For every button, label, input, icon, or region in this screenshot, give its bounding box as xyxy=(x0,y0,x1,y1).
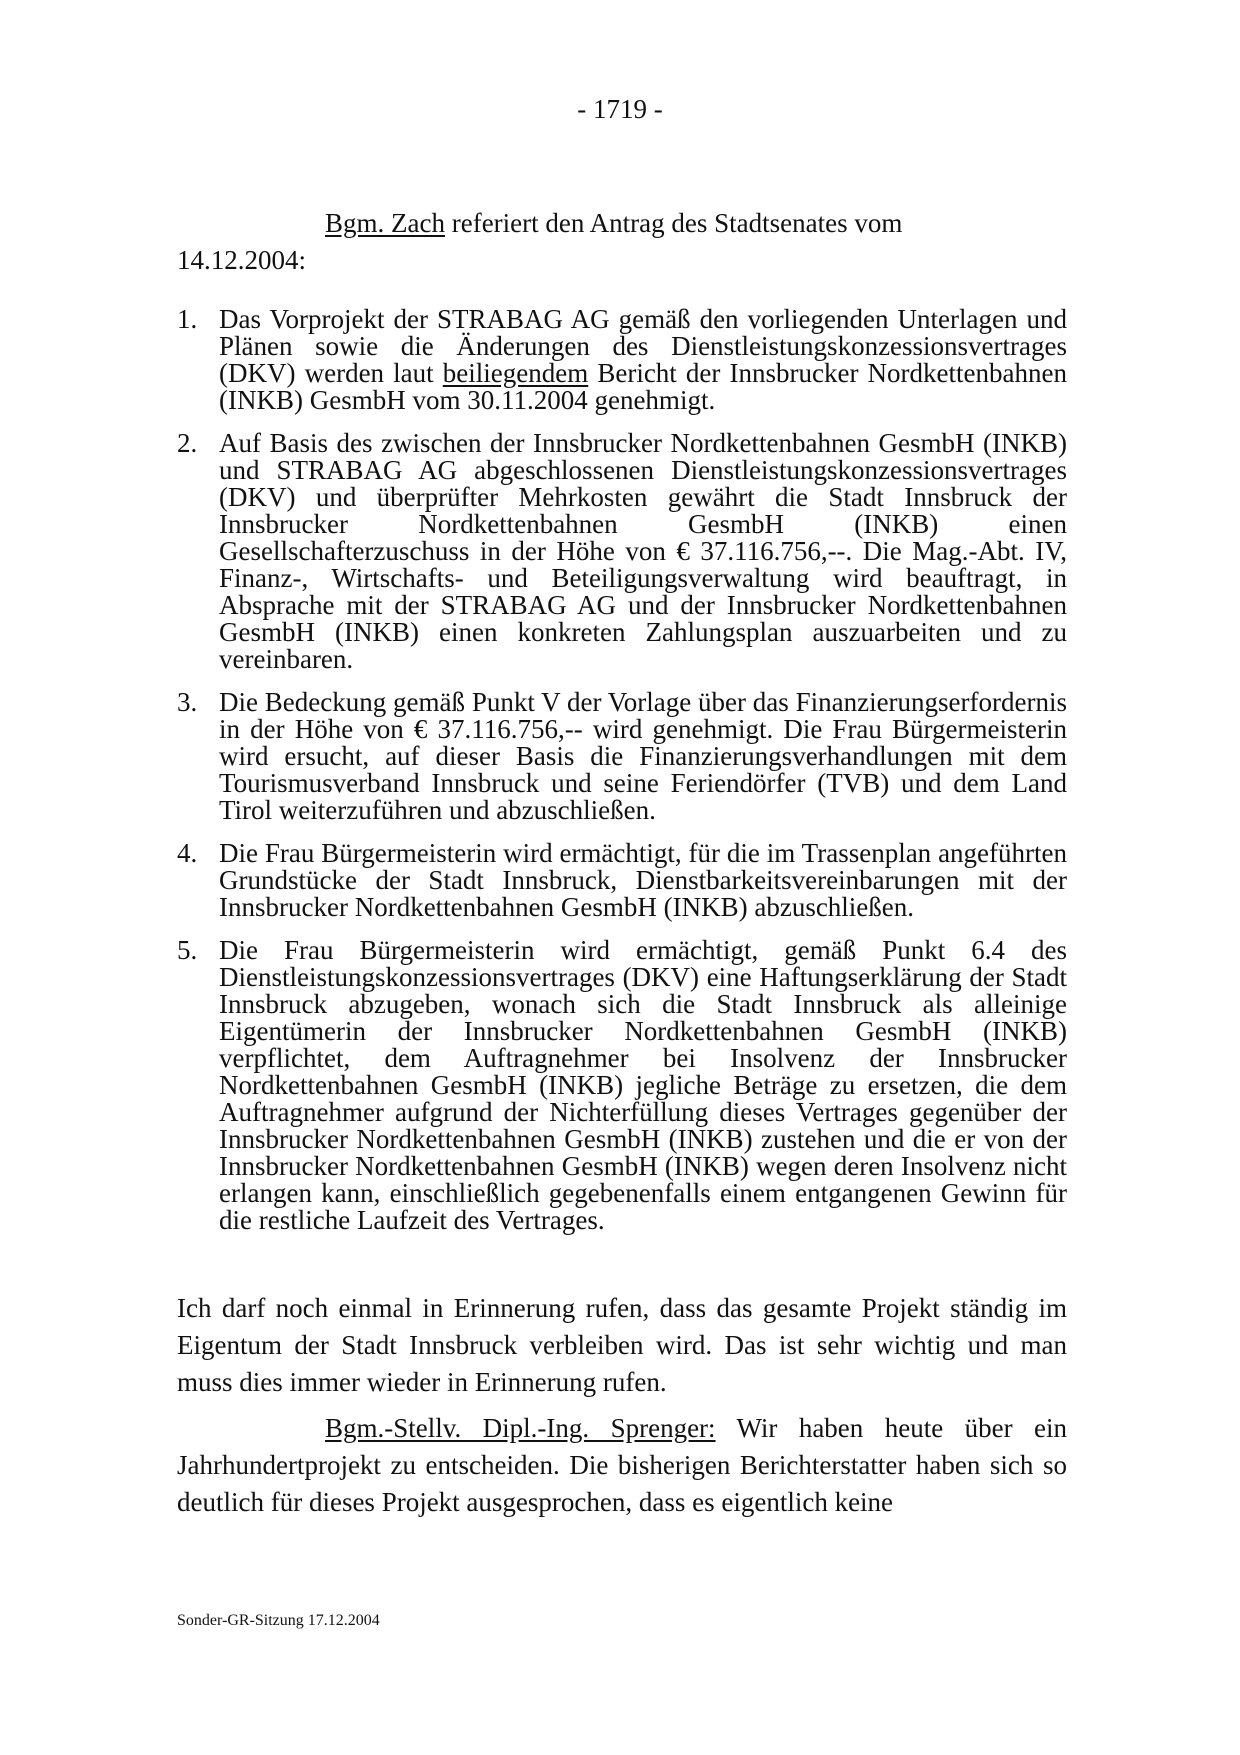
list-item-number: 4. xyxy=(177,838,198,868)
list-item xyxy=(177,937,1067,1234)
list-item-number: 1. xyxy=(177,304,198,334)
intro-text: referiert den Antrag des Stadtsenates vom xyxy=(444,208,903,238)
intro-paragraph xyxy=(177,205,1067,279)
list-item-number: 3. xyxy=(177,687,198,717)
list-item xyxy=(177,306,1067,414)
list-item-number: 5. xyxy=(177,935,198,965)
closing-paragraph: Ich darf noch einmal in Erinnerung rufen, dass das gesamte Projekt ständig im Eigentum der Stadt Innsbruck verbleiben wird. Das ist sehr wichtig und man muss dies immer wieder in Erinnerung rufen. xyxy=(177,1293,1067,1397)
list-item-text: Auf Basis des zwischen der Innsbrucker Nordkettenbahnen GesmbH (INKB) und STRABAG AG abgeschlossenen Dienstleistungskonzessionsvertrages (DKV) und überprüfter Mehrkosten gewährt die Stadt Innsbruck der Innsbrucker Nordkettenbahnen GesmbH (INKB) einen Gesellschafterzuschuss in der Höhe von € 37.116.756,--. Die Mag.-Abt. IV, Finanz-, Wirtschafts- und Beteiligungsverwaltung wird beauftragt, in Absprache mit der STRABAG AG und der Innsbrucker Nordkettenbahnen GesmbH (INKB) einen konkreten Zahlungsplan auszuarbeiten und zu vereinbaren. xyxy=(219,428,1067,674)
list-item-underlined: beiliegendem xyxy=(442,358,589,388)
list-item xyxy=(177,689,1067,824)
list-item-text: Die Bedeckung gemäß Punkt V der Vorlage über das Finanzierungserfordernis in der Höhe von € 37.116.756,-- wird genehmigt. Die Frau Bürgermeisterin wird ersucht, auf dieser Basis die Finanzierungsverhandlungen mit dem Tourismusverband Innsbruck und seine Feriendörfer (TVB) und dem Land Tirol weiterzuführen und abzuschließen. xyxy=(219,687,1067,825)
list-item-text: Bericht der Innsbrucker Nordkettenbahnen (INKB) GesmbH vom 30.11.2004 genehmigt. xyxy=(219,358,1067,415)
speech-text: Wir haben heute über ein Jahrhundertprojekt zu entscheiden. Die bisherigen Berichterstatter haben sich so deutlich für dieses Projekt ausgesprochen, dass es eigentlich keine xyxy=(177,1413,1067,1517)
list-item-number: 2. xyxy=(177,428,198,458)
speech-indent xyxy=(177,1413,716,1443)
motion-list xyxy=(177,306,1067,1250)
list-item-text: Das Vorprojekt der STRABAG AG gemäß den vorliegenden Unterlagen und Plänen sowie die Änderungen des Dienstleistungskonzessionsvertrages (DKV) werden laut xyxy=(219,304,1067,388)
list-item xyxy=(177,430,1067,673)
footer: Sonder-GR-Sitzung 17.12.2004 xyxy=(177,1612,380,1629)
speech-paragraph xyxy=(177,1410,1067,1521)
intro-speaker: Bgm. Zach xyxy=(325,208,445,238)
list-item-text: Die Frau Bürgermeisterin wird ermächtigt, für die im Trassenplan angeführten Grundstücke der Stadt Innsbruck, Dienstbarkeitsvereinbarungen mit der Innsbrucker Nordkettenbahnen GesmbH (INKB) abzuschließen. xyxy=(219,838,1067,922)
speech-speaker: Bgm.-Stellv. Dipl.-Ing. Sprenger: xyxy=(325,1413,716,1443)
intro-first-line xyxy=(177,205,1067,242)
intro-date: 14.12.2004: xyxy=(177,245,307,275)
list-item-text: Die Frau Bürgermeisterin wird ermächtigt, gemäß Punkt 6.4 des Dienstleistungskonzessionsvertrages (DKV) eine Haftungserklärung der Stadt Innsbruck abzugeben, wonach sich die Stadt Innsbruck als alleinige Eigentümerin der Innsbrucker Nordkettenbahnen GesmbH (INKB) verpflichtet, dem Auftragnehmer bei Insolvenz der Innsbrucker Nordkettenbahnen GesmbH (INKB) jegliche Beträge zu ersetzen, die dem Auftragnehmer aufgrund der Nichterfüllung dieses Vertrages gegenüber der Innsbrucker Nordkettenbahnen GesmbH (INKB) zustehen und die er von der Innsbrucker Nordkettenbahnen GesmbH (INKB) wegen deren Insolvenz nicht erlangen kann, einschließlich gegebenenfalls einem entgangenen Gewinn für die restliche Laufzeit des Vertrages. xyxy=(219,935,1067,1235)
list-item xyxy=(177,840,1067,921)
page-number: - 1719 - xyxy=(577,94,663,124)
